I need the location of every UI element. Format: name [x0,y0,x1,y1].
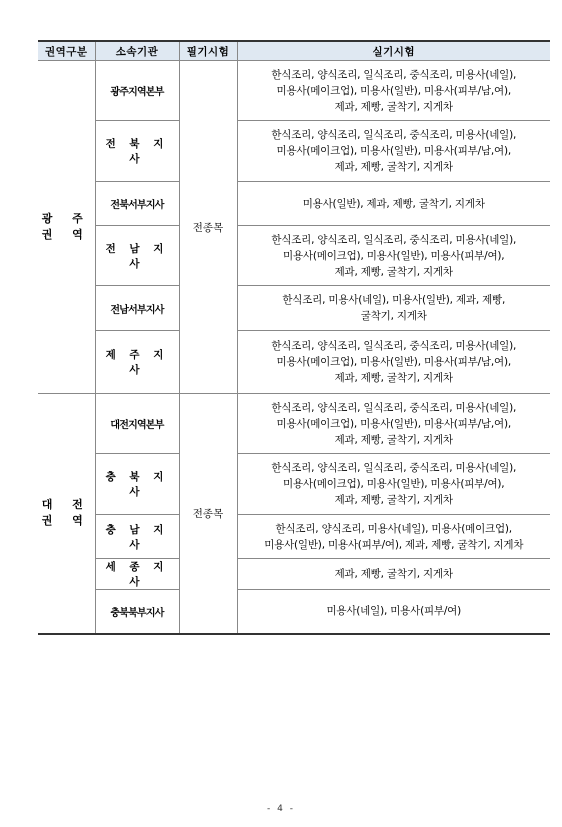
table-header-row [38,41,550,61]
practical-line: 미용사(메이크업), 미용사(일반), 미용사(피부/여), [283,249,505,262]
table-row [38,226,550,286]
org-cell: 충 북 지 사 [95,454,179,515]
practical-line: 미용사(일반), 미용사(피부/여), 제과, 제빵, 굴착기, 지게차 [264,538,524,551]
practical-line: 한식조리, 양식조리, 일식조리, 중식조리, 미용사(네일), [271,129,517,141]
practical-cell [237,454,550,515]
practical-line: 미용사(일반), 제과, 제빵, 굴착기, 지게차 [302,197,485,210]
practical-line: 한식조리, 양식조리, 일식조리, 중식조리, 미용사(네일), [271,68,517,81]
practical-cell [237,515,550,559]
org-cell: 광주지역본부 [95,61,179,121]
practical-line: 제과, 제빵, 굴착기, 지게차 [334,100,453,113]
practical-line: 한식조리, 양식조리, 일식조리, 중식조리, 미용사(네일), [271,401,517,414]
practical-cell [237,559,550,590]
header-practical: 실기시험 [237,41,550,61]
practical-line: 미용사(메이크업), 미용사(일반), 미용사(피부/남,여), [276,84,511,97]
practical-cell [237,331,550,394]
page-number: - 4 - [267,804,295,814]
practical-line: 미용사(메이크업), 미용사(일반), 미용사(피부/남,여), [276,417,511,430]
header-region: 권역구분 [38,41,95,61]
table-row [38,515,550,559]
practical-line: 미용사(메이크업), 미용사(일반), 미용사(피부/남,여), [276,145,511,157]
header-written: 필기시험 [179,41,237,61]
table-row [38,286,550,331]
practical-line: 굴착기, 지게차 [360,310,427,322]
exam-site-table [38,40,550,635]
org-cell: 세 종 지 사 [95,559,179,590]
practical-cell [237,226,550,286]
practical-line: 한식조리, 양식조리, 일식조리, 중식조리, 미용사(네일), [271,462,517,474]
table-row [38,559,550,590]
region-label-line1: 대 전 [41,498,91,512]
practical-line: 한식조리, 미용사(네일), 미용사(일반), 제과, 제빵, [282,294,506,306]
table-row [38,454,550,515]
practical-cell [237,394,550,454]
region-label-line1: 광 주 [41,212,91,225]
written-cell-gwangju: 전종목 [179,61,237,394]
practical-line: 한식조리, 양식조리, 미용사(네일), 미용사(메이크업), [275,522,512,535]
written-cell-daejeon: 전종목 [179,394,237,634]
practical-line: 제과, 제빵, 굴착기, 지게차 [334,372,453,384]
practical-cell [237,121,550,182]
org-cell: 전 북 지 사 [95,121,179,182]
practical-cell [237,61,550,121]
org-cell: 전 남 지 사 [95,226,179,286]
practical-line: 미용사(메이크업), 미용사(일반), 미용사(피부/남,여), [276,356,511,368]
practical-line: 제과, 제빵, 굴착기, 지게차 [334,161,453,173]
org-cell: 제 주 지 사 [95,331,179,394]
table-row [38,61,550,121]
region-label-line2: 권 역 [41,228,91,241]
practical-line: 제과, 제빵, 굴착기, 지게차 [334,265,453,278]
region-cell-daejeon [38,394,95,634]
practical-line: 제과, 제빵, 굴착기, 지게차 [334,568,453,580]
org-cell: 대전지역본부 [95,394,179,454]
practical-line: 한식조리, 양식조리, 일식조리, 중식조리, 미용사(네일), [271,233,517,246]
practical-cell [237,182,550,226]
table-row [38,394,550,454]
region-cell-gwangju [38,61,95,394]
region-label-line2: 권 역 [41,514,91,528]
practical-line: 제과, 제빵, 굴착기, 지게차 [334,494,453,506]
table-row [38,331,550,394]
org-cell: 전남서부지사 [95,286,179,331]
org-cell: 충 남 지 사 [95,515,179,559]
header-org: 소속기관 [95,41,179,61]
table-row [38,121,550,182]
table-row [38,182,550,226]
practical-line: 한식조리, 양식조리, 일식조리, 중식조리, 미용사(네일), [271,340,517,352]
practical-line: 미용사(메이크업), 미용사(일반), 미용사(피부/여), [283,478,505,490]
table-row [38,590,550,634]
practical-cell [237,590,550,634]
practical-line: 제과, 제빵, 굴착기, 지게차 [334,433,453,446]
org-cell: 충북북부지사 [95,590,179,634]
practical-cell [237,286,550,331]
org-cell: 전북서부지사 [95,182,179,226]
practical-line: 미용사(네일), 미용사(피부/여) [326,605,462,618]
